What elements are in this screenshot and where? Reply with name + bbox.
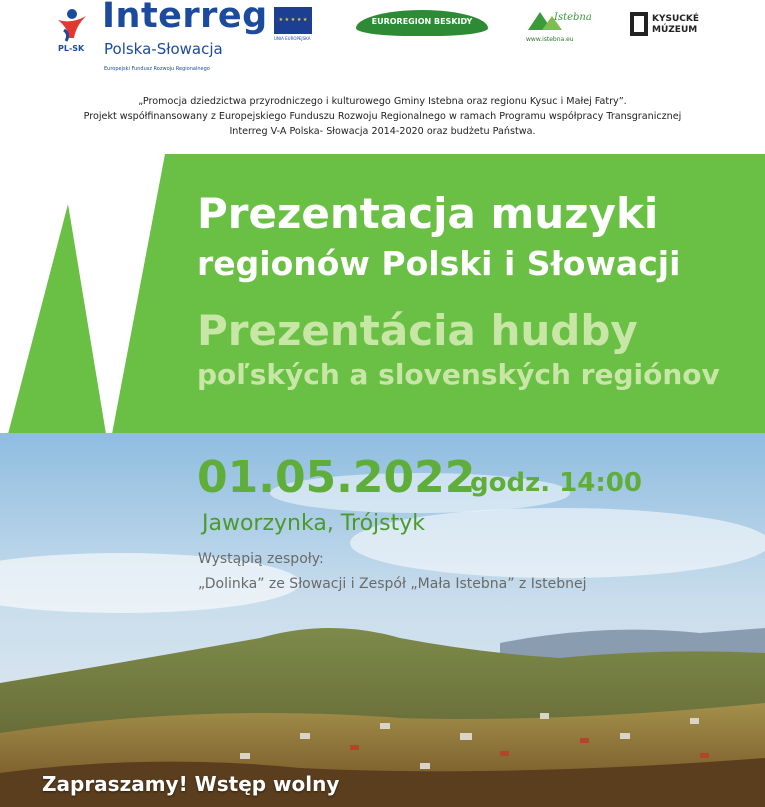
performers-list: „Dolinka” ze Słowacji i Zespół „Mała Istebna” z Istebnej [198, 576, 587, 592]
figure-icon [54, 8, 90, 42]
kysucke-label: KYSUCKÉ MÚZEUM [652, 14, 700, 35]
project-line-3: Interreg V-A Polska- Słowacja 2014-2020 oraz budżetu Państwa. [229, 126, 536, 137]
kysucke-logo [630, 10, 710, 46]
event-hour: godz. 14:00 [470, 468, 642, 498]
interreg-logo [102, 2, 317, 82]
event-date: 01.05.2022 [197, 452, 476, 503]
performers-heading: Wystąpią zespoły: [198, 551, 324, 567]
istebna-name: Istebna [554, 12, 592, 23]
eu-flag-icon: ★ ★ ★ ★ ★ [274, 7, 312, 34]
museum-icon [630, 12, 648, 36]
istebna-url: www.istebna.eu [526, 36, 574, 43]
project-line-2: Projekt współfinansowany z Europejskiego Funduszu Rozwoju Regionalnego w ramach Programu współpracy Transgranicznej [83, 111, 682, 122]
eu-label: UNIA EUROPEJSKA [274, 36, 311, 41]
title-sk-line-2: poľských a slovenských regiónov [197, 358, 720, 391]
plsk-logo [48, 6, 96, 58]
title-pl-line-1: Prezentacja muzyki [197, 189, 659, 238]
istebna-logo [522, 8, 592, 48]
euroregion-label: EUROREGION BESKIDY [371, 17, 473, 26]
project-line-1: „Promocja dziedzictwa przyrodniczego i kulturowego Gminy Istebna oraz regionu Kysuc i Małej Fatry”. [138, 96, 627, 107]
title-sk-line-1: Prezentácia hudby [197, 306, 638, 355]
interreg-title: Interreg [102, 0, 268, 36]
interreg-subtitle: Polska-Słowacja [104, 40, 223, 58]
event-place: Jaworzynka, Trójstyk [202, 511, 425, 536]
euroregion-logo [356, 8, 488, 40]
invite-text: Zapraszamy! Wstęp wolny [42, 772, 340, 796]
interreg-fund: Europejski Fundusz Rozwoju Regionalnego [104, 66, 210, 72]
logo-bar [0, 0, 765, 85]
plsk-label: PL-SK [58, 44, 85, 53]
project-description [0, 94, 765, 139]
title-pl-line-2: regionów Polski i Słowacji [197, 244, 681, 283]
